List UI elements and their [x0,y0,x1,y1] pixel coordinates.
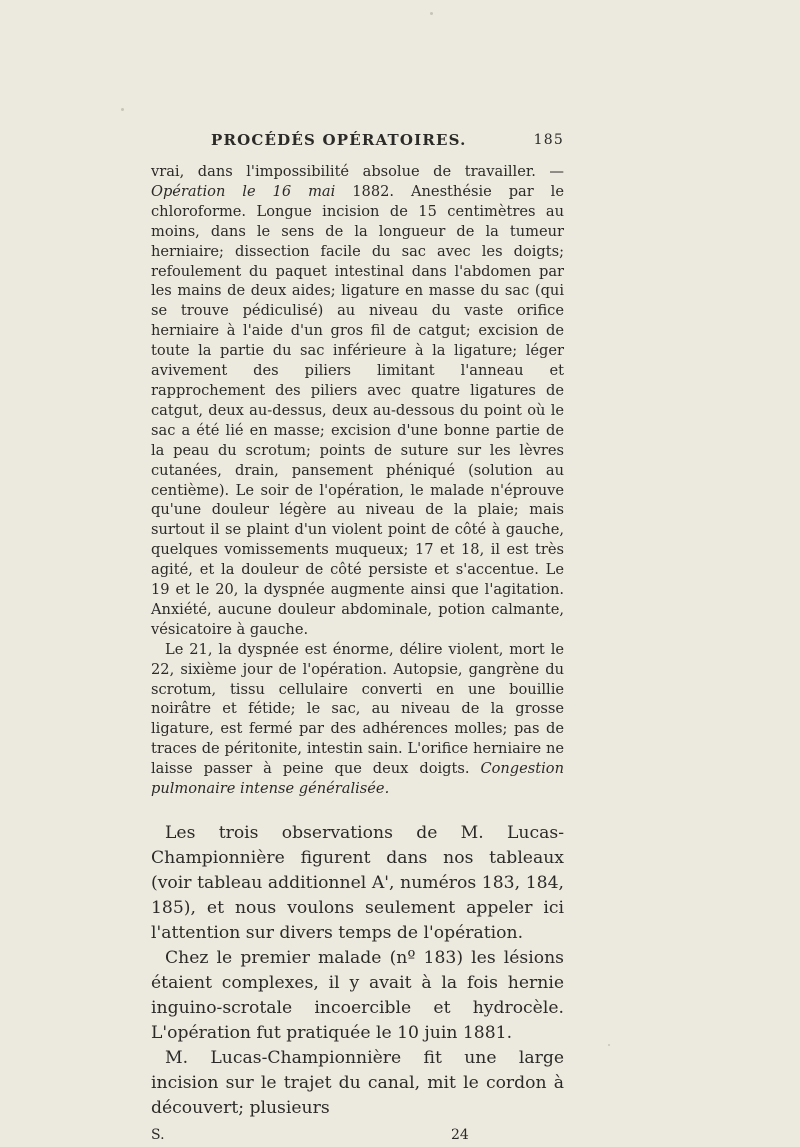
paragraph-text: 1882. Anesthésie par le chloroforme. Longue incision de 15 centimètres au moins, dans le sens de la longueur de la tumeur herniaire; dissection facile du sac avec les doigts; refoulement du paquet intestinal dans l'abdomen par les mains de deux aides; ligature en masse du sac (qui se trouve pédiculisé) au niveau du vaste orifice herniaire à l'aide d'un gros fil de catgut; excision de toute la partie du sac inférieure à la ligature; léger avivement des piliers limitant l'anneau et rapprochement des piliers avec quatre ligatures de catgut, deux au-dessus, deux au-dessous du point où le sac a été lié en masse; excision d'une bonne partie de la peau du scrotum; points de suture sur les lèvres cutanées, drain, pansement phéniqué (solution au centième). Le soir de l'opération, le malade n'éprouve qu'une douleur légère au niveau de la plaie; mais surtout il se plaint d'un violent point de côté à gauche, quelques vomissements muqueux; 17 et 18, il est très agité, et la douleur de côté persiste et s'accentue. Le 19 et le 20, la dyspnée augmente ainsi que l'agitation. Anxiété, aucune douleur abdominale, potion calmante, vésicatoire à gauche. [151,182,564,638]
paragraph-autopsy [151,640,564,799]
paper-speck [121,108,124,111]
italic-text: Opération le 16 mai [151,182,336,200]
paragraph-text: vrai, dans l'impossibilité absolue de travailler. — [151,163,564,180]
book-page [151,128,564,1147]
paragraph-text: Le 21, la dyspnée est énorme, délire violent, mort le 22, sixième jour de l'opération. Autopsie, gangrène du scrotum, tissu cellulaire converti en une bouillie noirâtre et fétide; le sac, au niveau de la grosse ligature, est fermé par des adhérences molles; pas de traces de péritonite, intestin sain. L'orifice herniaire ne laisse passer à peine que deux doigts. [151,640,564,778]
body-text [151,162,564,1121]
signature-line [151,1123,564,1147]
paper-speck [430,12,433,15]
italic-text: Congestion pulmonaire intense généralisée. [151,760,564,798]
page-number: 185 [533,132,564,148]
paragraph-incision: M. Lucas-Championnière fit une large incision sur le trajet du canal, mit le cordon à découvert; plusieurs [151,1048,564,1118]
running-head-title: PROCÉDÉS OPÉRATOIRES. [211,131,467,149]
signature-mark: S. [151,1127,165,1143]
running-head [151,128,564,152]
sheet-number: 24 [451,1127,469,1143]
paragraph-operation-report [151,162,564,640]
paper-speck [608,1044,610,1046]
paragraph-first-patient: Chez le premier malade (nº 183) les lésions étaient complexes, il y avait à la fois hernie inguino-scrotale incoercible et hydrocèle. L'opération fut pratiquée le 10 juin 1881. [151,948,564,1043]
paragraph-observations: Les trois observations de M. Lucas-Championnière figurent dans nos tableaux (voir tableau additionnel A', numéros 183, 184, 185), et nous voulons seulement appeler ici l'attention sur divers temps de l'opération. [151,823,564,943]
